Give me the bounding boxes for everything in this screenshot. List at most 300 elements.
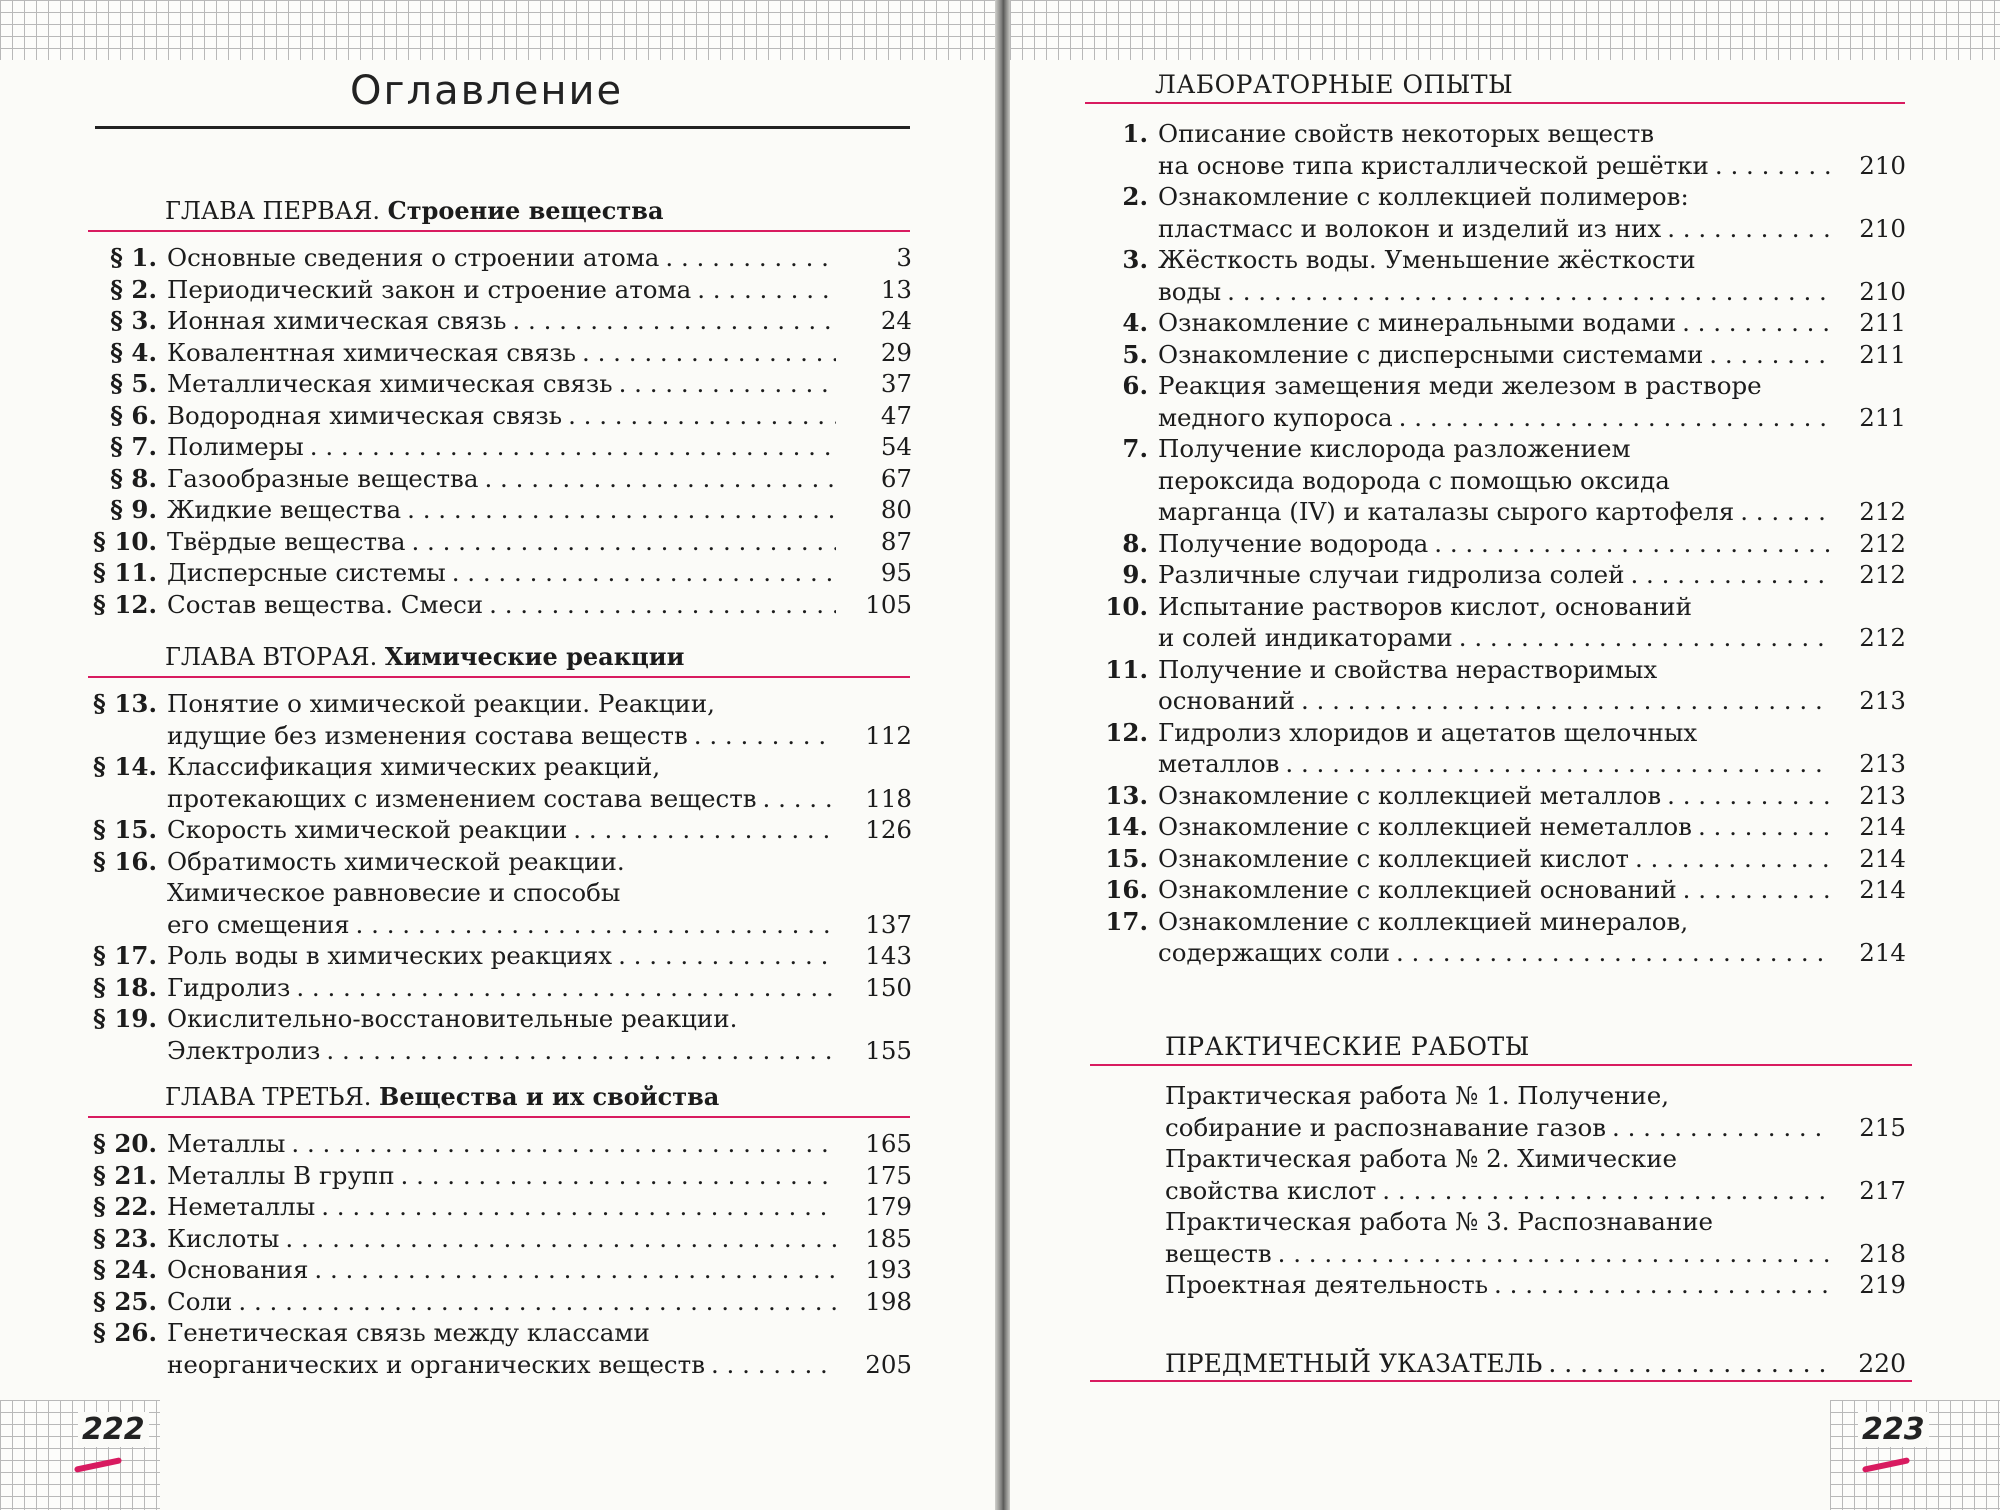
toc-entry-title <box>1148 150 1836 181</box>
toc-entry <box>82 909 912 940</box>
toc-entry-page: 213 <box>1859 749 1906 778</box>
leader-dots <box>1434 528 1830 559</box>
toc-entry-page: 13 <box>880 274 912 304</box>
practical-heading: ПРАКТИЧЕСКИЕ РАБОТЫ <box>1165 1032 1530 1061</box>
toc-entry-title <box>157 305 842 336</box>
toc-entry-text: свойства кислот <box>1165 1175 1377 1205</box>
toc-entry-number: 13. <box>1105 780 1148 810</box>
toc-entry-text: Жидкие вещества <box>167 495 402 524</box>
toc-entry-number: 1. <box>1122 119 1148 148</box>
toc-entry-number: § 9. <box>110 495 157 524</box>
toc-entry-text: Испытание растворов кислот, оснований <box>1158 591 1692 621</box>
leader-dots <box>296 972 836 1003</box>
leader-dots <box>711 1349 836 1380</box>
toc-entry-number: 7. <box>1122 434 1148 463</box>
leader-dots <box>1683 874 1830 905</box>
toc-entry-text: Металлы <box>167 1129 286 1158</box>
toc-entry <box>82 368 912 399</box>
page-title: Оглавление <box>350 68 624 114</box>
practical-rule <box>1090 1064 1912 1066</box>
leader-dots <box>1715 150 1830 181</box>
toc-entry-page: 218 <box>1859 1238 1906 1268</box>
toc-entry-text: веществ <box>1165 1238 1272 1268</box>
toc-entry-text: Практическая работа № 1. Получение, <box>1165 1081 1670 1110</box>
leader-dots <box>1635 843 1830 874</box>
toc-entry-title <box>1148 433 1906 464</box>
toc-entry-number: 5. <box>1122 339 1148 369</box>
toc-entry-title <box>1148 528 1836 559</box>
toc-entry-title <box>1148 906 1906 937</box>
chapter-heading-name: Вещества и их свойства <box>379 1082 720 1111</box>
toc-entry-title <box>157 909 842 940</box>
toc-entry-title <box>157 972 842 1003</box>
toc-entry-title <box>157 1223 842 1254</box>
toc-entry-title <box>157 463 842 494</box>
toc-entry-number: 3. <box>1122 245 1148 274</box>
toc-entry-title <box>1155 1112 1836 1143</box>
toc-entry <box>82 1223 912 1254</box>
toc-entry-page: 47 <box>880 400 912 430</box>
toc-entry-title <box>1155 1238 1836 1269</box>
toc-entry-text: Ионная химическая связь <box>167 306 507 335</box>
toc-entry-title <box>1148 276 1836 307</box>
toc-entry-text: Практическая работа № 3. Распознавание <box>1165 1207 1714 1236</box>
toc-entry-title <box>1155 1080 1906 1111</box>
toc-entry <box>82 305 912 336</box>
toc-entry-text: Электролиз <box>167 1035 321 1065</box>
toc-entry-text: Неметаллы <box>167 1192 316 1221</box>
toc-entry-title <box>157 877 912 908</box>
toc-entry-title <box>157 1191 842 1222</box>
chapter-heading-prefix: ГЛАВА ВТОРАЯ. <box>165 643 385 671</box>
toc-entry <box>82 1191 912 1222</box>
toc-entry-number: 2. <box>1122 182 1148 211</box>
toc-entry-title <box>157 1349 842 1380</box>
page-number-left: 222 <box>78 1412 149 1447</box>
toc-entry-number: § 17. <box>93 941 157 970</box>
leader-dots <box>326 1035 836 1066</box>
toc-entry-title <box>1148 307 1836 338</box>
toc-entry-title <box>1148 685 1836 716</box>
toc-entry-page: 175 <box>865 1160 912 1190</box>
toc-entry-number: 6. <box>1122 371 1148 400</box>
toc-entry-page: 214 <box>1859 875 1906 904</box>
index-rule <box>1090 1380 1912 1382</box>
toc-entry-title <box>157 1286 842 1317</box>
toc-entry-number: 10. <box>1105 591 1148 621</box>
toc-entry-text: Ознакомление с коллекцией полимеров: <box>1158 182 1689 211</box>
toc-entry <box>82 1128 912 1159</box>
leader-dots <box>1709 339 1830 370</box>
toc-entry-line <box>82 846 912 877</box>
toc-entry-page: 54 <box>880 432 912 461</box>
toc-entry-text: Химическое равновесие и способы <box>167 878 621 907</box>
toc-entry-title <box>157 1035 842 1066</box>
toc-entry-text: Проектная деятельность <box>1165 1270 1489 1299</box>
toc-entry-number: § 1. <box>110 243 157 272</box>
toc-entry-text: на основе типа кристаллической решётки <box>1158 150 1709 180</box>
toc-entry-text: Ковалентная химическая связь <box>167 337 577 367</box>
toc-entry-page: 213 <box>1859 780 1906 810</box>
toc-entry-title <box>157 526 842 557</box>
toc-entry-number: § 7. <box>110 432 157 461</box>
toc-entry-number: § 4. <box>110 337 157 367</box>
toc-entry-text: Кислоты <box>167 1223 280 1253</box>
toc-entry-page: 213 <box>1859 686 1906 715</box>
leader-dots <box>1612 1112 1830 1143</box>
leader-dots <box>1698 811 1830 842</box>
toc-entry-title <box>1148 591 1906 622</box>
toc-entry-text: Ознакомление с коллекцией кислот <box>1158 843 1629 873</box>
toc-entry-title <box>1148 339 1836 370</box>
toc-entry <box>82 1160 912 1191</box>
toc-entry-page: 185 <box>865 1223 912 1253</box>
toc-entry-title <box>1155 1269 1836 1300</box>
toc-entry-page: 67 <box>880 463 912 493</box>
leader-dots <box>356 909 836 940</box>
toc-entry <box>1100 307 1906 338</box>
toc-entry-page: 212 <box>1859 623 1906 652</box>
toc-entry-text: Ознакомление с дисперсными системами <box>1158 339 1704 369</box>
toc-entry-text: Генетическая связь между классами <box>167 1318 650 1347</box>
leader-dots <box>512 305 836 336</box>
toc-entry-number: § 11. <box>93 558 157 587</box>
toc-entry-page: 212 <box>1859 528 1906 558</box>
toc-entry-text: Получение водорода <box>1158 528 1429 558</box>
index-page: 220 <box>1858 1349 1906 1378</box>
toc-entry <box>1155 1175 1906 1206</box>
toc-entry-title <box>1148 748 1836 779</box>
toc-entry-title <box>157 431 842 462</box>
toc-entry-text: идущие без изменения состава веществ <box>167 720 688 750</box>
toc-entry-text: Дисперсные системы <box>167 558 446 587</box>
chapter-rule <box>88 230 910 232</box>
toc-entry <box>1155 1112 1906 1143</box>
toc-entry-title <box>1148 118 1906 149</box>
leader-dots <box>694 720 836 751</box>
toc-entry-page: 210 <box>1859 150 1906 180</box>
toc-entry-number: 4. <box>1122 308 1148 337</box>
toc-entry-line <box>1100 370 1906 401</box>
toc-entry-number: 12. <box>1105 717 1148 747</box>
toc-entry-text: Описание свойств некоторых веществ <box>1158 119 1655 148</box>
toc-entry <box>82 1254 912 1285</box>
toc-entry-page: 126 <box>865 815 912 844</box>
toc-entry-text: Газообразные вещества <box>167 463 479 493</box>
index-title <box>1165 1348 1836 1379</box>
leader-dots <box>1278 1238 1830 1269</box>
toc-entry-number: § 24. <box>93 1255 157 1284</box>
toc-entry-line <box>1100 717 1906 748</box>
leader-dots <box>618 940 836 971</box>
toc-entry-title <box>1148 244 1906 275</box>
toc-entry-page: 211 <box>1859 308 1906 337</box>
leader-dots <box>1630 559 1830 590</box>
toc-entry-number: § 6. <box>110 400 157 430</box>
toc-entry-number: 8. <box>1122 528 1148 558</box>
toc-entry-title <box>157 337 842 368</box>
grid-header-right <box>1010 0 2000 60</box>
toc-entry-title <box>157 368 842 399</box>
toc-entry-text: Практическая работа № 2. Химические <box>1165 1144 1678 1173</box>
toc-entry-line <box>1155 1080 1906 1111</box>
toc-entry-text: Соли <box>167 1286 233 1316</box>
toc-entry <box>1100 843 1906 874</box>
toc-entry-page: 214 <box>1859 938 1906 967</box>
toc-entry-text: Ознакомление с коллекцией металлов <box>1158 780 1662 810</box>
leader-dots <box>763 783 836 814</box>
leader-dots <box>1396 937 1830 968</box>
toc-entry-number: § 23. <box>93 1223 157 1253</box>
toc-entry-line <box>1100 591 1906 622</box>
leader-dots <box>568 400 836 431</box>
toc-entry <box>1100 748 1906 779</box>
toc-entry-number: § 12. <box>93 589 157 619</box>
toc-entry <box>1100 937 1906 968</box>
toc-entry <box>1100 528 1906 559</box>
toc-entry-number: § 21. <box>93 1160 157 1190</box>
leader-dots <box>238 1286 836 1317</box>
toc-entry-text: Ознакомление с коллекцией минералов, <box>1158 906 1689 936</box>
toc-entry-title <box>157 557 842 588</box>
leader-dots <box>573 814 836 845</box>
toc-entry-text: неорганических и органических веществ <box>167 1349 705 1379</box>
toc-entry-title <box>1155 1206 1906 1237</box>
toc-entry <box>82 720 912 751</box>
toc-entry-page: 210 <box>1859 276 1906 306</box>
toc-entry-text: Состав вещества. Смеси <box>167 589 484 619</box>
leader-dots <box>1667 213 1830 244</box>
toc-entry-page: 193 <box>865 1255 912 1284</box>
toc-entry-number: § 19. <box>93 1004 157 1033</box>
toc-entry <box>1100 150 1906 181</box>
leader-dots <box>407 494 836 525</box>
toc-entry <box>82 242 912 273</box>
toc-entry-text: медного купороса <box>1158 402 1393 432</box>
toc-entry-page: 205 <box>865 1349 912 1379</box>
leader-dots <box>321 1191 836 1222</box>
toc-entry-title <box>157 1128 842 1159</box>
toc-entry-line <box>1155 1206 1906 1237</box>
toc-entry-text: Реакция замещения меди железом в растворе <box>1158 371 1762 400</box>
toc-entry-title <box>157 940 842 971</box>
toc-entry-title <box>1148 370 1906 401</box>
toc-entry-number: § 5. <box>110 369 157 398</box>
toc-entry-text: протекающих с изменением состава веществ <box>167 783 757 813</box>
toc-entry-title <box>1148 181 1906 212</box>
toc-entry-text: оснований <box>1158 686 1295 715</box>
toc-entry-title <box>157 783 842 814</box>
toc-entry <box>1100 622 1906 653</box>
toc-entry-text: пластмасс и волокон и изделий из них <box>1158 213 1662 243</box>
leader-dots <box>452 557 836 588</box>
chapter-heading-prefix: ГЛАВА ПЕРВАЯ. <box>165 197 388 225</box>
toc-entry-text: и солей индикаторами <box>1158 623 1453 652</box>
toc-entry-title <box>1148 496 1836 527</box>
toc-entry-text: Полимеры <box>167 432 304 461</box>
toc-entry-page: 143 <box>865 941 912 970</box>
toc-entry-text: Жёсткость воды. Уменьшение жёсткости <box>1158 245 1696 274</box>
toc-entry-text: воды <box>1158 276 1222 306</box>
toc-entry-number: § 10. <box>93 526 157 556</box>
toc-entry-number: § 22. <box>93 1192 157 1221</box>
toc-entry-page: 211 <box>1859 339 1906 369</box>
chapter-heading <box>165 1082 719 1111</box>
toc-entry-number: § 3. <box>110 306 157 335</box>
toc-entry-page: 29 <box>880 337 912 367</box>
toc-entry-title <box>1148 937 1836 968</box>
toc-entry-number: § 2. <box>110 274 157 304</box>
toc-entry-page: 219 <box>1859 1270 1906 1299</box>
toc-entry-text: Получение и свойства нерастворимых <box>1158 654 1658 684</box>
toc-entry-line <box>1100 906 1906 937</box>
leader-dots <box>1399 402 1830 433</box>
toc-entry-text: Водородная химическая связь <box>167 400 563 430</box>
toc-entry-line <box>1100 118 1906 149</box>
toc-entry <box>1100 339 1906 370</box>
leader-dots <box>1227 276 1830 307</box>
toc-entry <box>82 463 912 494</box>
leader-dots <box>697 274 836 305</box>
leader-dots <box>1548 1348 1830 1379</box>
toc-entry <box>1100 874 1906 905</box>
toc-entry-title <box>1148 717 1906 748</box>
toc-entry-title <box>1148 213 1836 244</box>
toc-entry-page: 95 <box>880 558 912 587</box>
toc-entry-line <box>82 751 912 782</box>
chapter-heading-name: Химические реакции <box>384 642 685 671</box>
toc-entry-title <box>1148 874 1836 905</box>
toc-entry-text: Окислительно-восстановительные реакции. <box>167 1004 738 1033</box>
lab-rule <box>1085 102 1905 104</box>
leader-dots <box>1682 307 1830 338</box>
toc-entry-line <box>82 877 912 908</box>
toc-entry-line <box>1100 433 1906 464</box>
toc-entry-title <box>157 1003 912 1034</box>
leader-dots <box>619 368 836 399</box>
toc-entry-page: 118 <box>865 783 912 813</box>
toc-entry-page: 198 <box>865 1286 912 1316</box>
toc-entry-page: 210 <box>1859 213 1906 243</box>
leader-dots <box>1301 685 1830 716</box>
toc-entry-title <box>157 1317 912 1348</box>
toc-entry <box>1155 1269 1906 1300</box>
toc-entry-number: 9. <box>1122 560 1148 589</box>
toc-entry-text: Ознакомление с минеральными водами <box>1158 308 1677 337</box>
toc-entry <box>82 972 912 1003</box>
toc-entry-text: Металлическая химическая связь <box>167 369 613 398</box>
toc-entry-text: Получение кислорода разложением <box>1158 434 1631 463</box>
toc-entry-page: 211 <box>1859 402 1906 432</box>
toc-entry-text: содержащих соли <box>1158 938 1390 967</box>
toc-entry-line <box>1100 244 1906 275</box>
toc-entry-line <box>82 1317 912 1348</box>
chapter-heading <box>165 196 664 225</box>
toc-entry-number: § 13. <box>93 689 157 718</box>
toc-entry-title <box>157 720 842 751</box>
toc-entry-text: Понятие о химической реакции. Реакции, <box>167 689 715 718</box>
toc-entry <box>82 557 912 588</box>
toc-entry-number: § 16. <box>93 846 157 876</box>
toc-entry <box>1100 496 1906 527</box>
toc-entry <box>82 274 912 305</box>
leader-dots <box>1740 496 1830 527</box>
toc-entry-title <box>157 1254 842 1285</box>
toc-entry-text: Периодический закон и строение атома <box>167 274 692 304</box>
leader-dots <box>411 526 836 557</box>
toc-entry-line <box>82 688 912 719</box>
toc-entry <box>82 431 912 462</box>
toc-entry-title <box>1148 559 1836 590</box>
chapter-heading <box>165 642 684 671</box>
toc-entry <box>1100 559 1906 590</box>
toc-entry <box>1100 780 1906 811</box>
toc-entry-text: Обратимость химической реакции. <box>167 846 625 876</box>
toc-entry-number: 15. <box>1105 843 1148 873</box>
leader-dots <box>314 1254 836 1285</box>
leader-dots <box>484 463 836 494</box>
toc-entry-title <box>1148 811 1836 842</box>
toc-entry-page: 80 <box>880 495 912 524</box>
toc-entry-number: § 25. <box>93 1286 157 1316</box>
toc-entry-title <box>1155 1175 1836 1206</box>
toc-entry <box>1100 402 1906 433</box>
toc-entry <box>1100 213 1906 244</box>
leader-dots <box>1382 1175 1830 1206</box>
toc-entry-title <box>157 274 842 305</box>
toc-entry-title <box>1148 780 1836 811</box>
leader-dots <box>285 1223 836 1254</box>
page-number-right: 223 <box>1858 1412 1929 1447</box>
toc-entry-text: Ознакомление с коллекцией оснований <box>1158 875 1677 904</box>
toc-entry-number: § 15. <box>93 815 157 844</box>
book-spine <box>995 0 1010 1510</box>
leader-dots <box>665 242 836 273</box>
toc-entry <box>82 783 912 814</box>
toc-entry-text: Основания <box>167 1255 309 1284</box>
toc-entry-text: Гидролиз хлоридов и ацетатов щелочных <box>1158 717 1698 747</box>
toc-entry-page: 3 <box>896 243 912 272</box>
toc-entry <box>82 814 912 845</box>
toc-entry-line <box>82 1003 912 1034</box>
toc-entry-title <box>157 846 912 877</box>
toc-entry <box>1155 1238 1906 1269</box>
index-heading: ПРЕДМЕТНЫЙ УКАЗАТЕЛЬ <box>1165 1349 1543 1378</box>
leader-dots <box>582 337 836 368</box>
toc-entry-page: 217 <box>1859 1175 1906 1205</box>
toc-entry-number: § 20. <box>93 1129 157 1158</box>
toc-entry-text: Ознакомление с коллекцией неметаллов <box>1158 812 1692 841</box>
toc-entry-title <box>157 589 842 620</box>
toc-entry-title <box>157 688 912 719</box>
toc-entry-text: его смещения <box>167 909 350 939</box>
toc-entry-text: пероксида водорода с помощью оксида <box>1158 465 1670 495</box>
toc-entry-text: Различные случаи гидролиза солей <box>1158 560 1625 589</box>
toc-entry-page: 105 <box>865 589 912 619</box>
toc-entry <box>82 494 912 525</box>
toc-entry-page: 155 <box>865 1035 912 1065</box>
toc-entry <box>82 1035 912 1066</box>
toc-entry-text: Твёрдые вещества <box>167 526 406 556</box>
toc-entry-number: § 26. <box>93 1318 157 1347</box>
toc-entry <box>82 400 912 431</box>
toc-entry-number: § 18. <box>93 972 157 1002</box>
leader-dots <box>1285 748 1830 779</box>
toc-entry-number: 11. <box>1105 654 1148 684</box>
toc-entry <box>82 1286 912 1317</box>
toc-entry-page: 212 <box>1859 497 1906 526</box>
leader-dots <box>1494 1269 1830 1300</box>
